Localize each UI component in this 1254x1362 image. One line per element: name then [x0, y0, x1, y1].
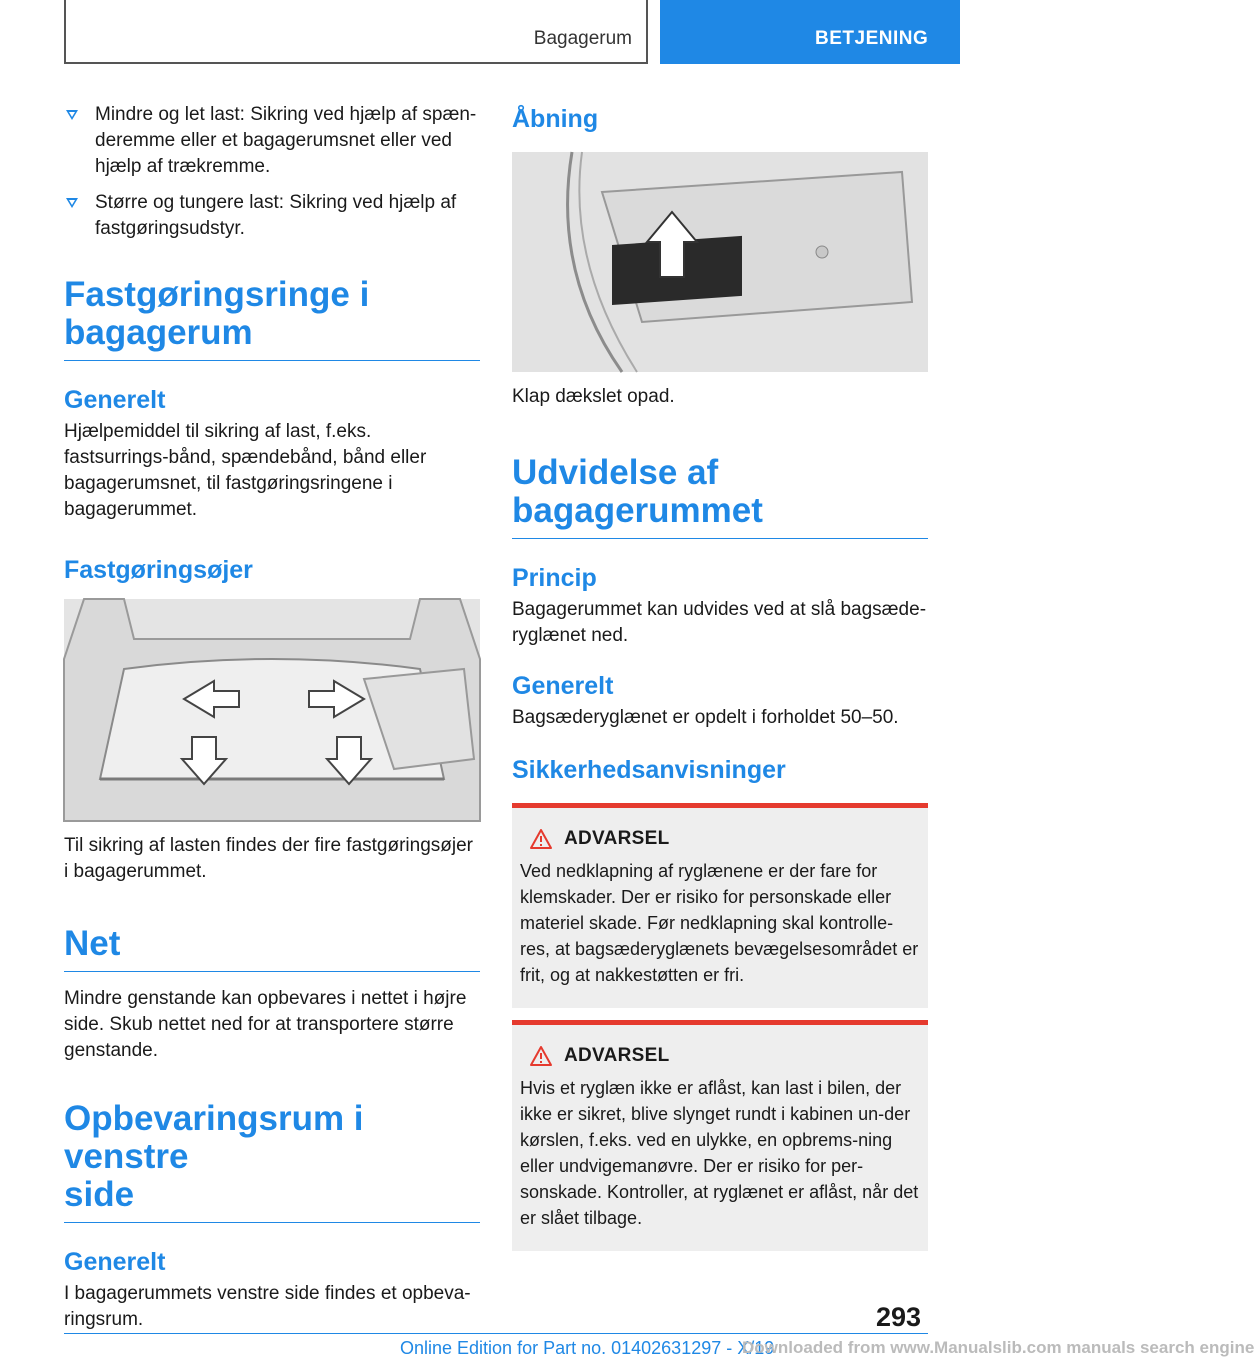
header-section-title: Bagagerum: [533, 28, 632, 49]
subheading-generelt: Generelt: [64, 1248, 166, 1276]
watermark: Downloaded from www.Manualslib.com manuals search engine: [742, 1338, 1254, 1357]
subheading-generelt: Generelt: [512, 672, 614, 700]
footer-edition: Online Edition for Part no. 01402631297 - X/19: [400, 1338, 775, 1358]
header-section-box: [64, 0, 648, 64]
section-heading-net: Net: [64, 925, 480, 972]
storage-cover-image: [512, 152, 928, 372]
section-heading-udvidelse: Udvidelse af bagagerummet: [512, 454, 928, 539]
warning-title: ADVARSEL: [564, 828, 670, 849]
warning-header: [530, 1045, 920, 1067]
warning-box: [512, 1020, 928, 1251]
warning-header: [530, 828, 920, 850]
list-item: Mindre og let last: Sikring ved hjælp af spæn-deremme eller et bagagerumsnet eller ved hjælp af trækremme.: [64, 102, 480, 180]
bullet-triangle-icon: [66, 198, 78, 208]
image-caption: Til sikring af lasten findes der fire fastgøringsøjer i bagagerummet.: [64, 835, 474, 882]
generelt-paragraph: Bagsæderyglænet er opdelt i forholdet 50–50.: [512, 707, 899, 728]
generelt-paragraph: Hjælpemiddel til sikring af last, f.eks. fastsurrings-bånd, spændebånd, bånd eller bagagerumsnet, til fastgøringsringene i bagagerummet.: [64, 421, 427, 520]
list-item: Større og tungere last: Sikring ved hjælp af fastgøringsudstyr.: [64, 190, 480, 242]
image-caption: Klap dækslet opad.: [512, 386, 675, 407]
right-column: [512, 100, 928, 1251]
section-heading-fastgoringsringe: Fastgøringsringe i bagagerum: [64, 276, 480, 361]
subheading-fastgoringsojer: Fastgøringsøjer: [64, 556, 253, 584]
bullet-list: [64, 102, 480, 242]
header-chapter-label: BETJENING: [815, 28, 929, 49]
header-chapter-tab: [660, 0, 960, 64]
subheading-generelt: Generelt: [64, 386, 166, 414]
warning-text: Hvis et ryglæn ikke er aflåst, kan last i bilen, der ikke er sikret, blive slynget rundt i kabinen un-der kørslen, f.eks. ved en ulykke, en opbrems-ning eller undvigemanøvre. Der er risiko for per-sonskade. Kontroller, at ryglænet er aflåst, når det er slået tilbage.: [520, 1078, 919, 1228]
warning-box: [512, 803, 928, 1008]
subheading-princip: Princip: [512, 564, 597, 592]
footer-divider: [64, 1333, 928, 1334]
net-paragraph: Mindre genstande kan opbevares i nettet i højre side. Skub nettet ned for at transportere større genstande.: [64, 988, 467, 1061]
warning-triangle-icon: [530, 829, 552, 849]
cover-illustration: [512, 152, 928, 372]
trunk-illustration: [64, 599, 480, 821]
left-column: [64, 100, 480, 1333]
warning-title: ADVARSEL: [564, 1045, 670, 1066]
subheading-abning: Åbning: [512, 105, 599, 133]
princip-paragraph: Bagagerummet kan udvides ved at slå bagsæde-ryglænet ned.: [512, 599, 927, 646]
page-number: 293: [876, 1302, 922, 1332]
subheading-sikkerhedsanvisninger: Sikkerhedsanvisninger: [512, 756, 786, 784]
warning-triangle-icon: [530, 1046, 552, 1066]
bullet-triangle-icon: [66, 110, 78, 120]
trunk-tie-down-image: [64, 599, 480, 821]
warning-text: Ved nedklapning af ryglænene er der fare for klemskader. Der er risiko for personskade eller materiel skade. Før nedklapning skal kontrolle-res, at bagsæderyglænets bevægelsesområdet er frit, og at nakkestøtten er fri.: [520, 861, 919, 985]
section-heading-opbevaringsrum: Opbevaringsrum i venstre side: [64, 1100, 480, 1223]
opbevaringsrum-paragraph: I bagagerummets venstre side findes et opbeva-ringsrum.: [64, 1283, 471, 1330]
